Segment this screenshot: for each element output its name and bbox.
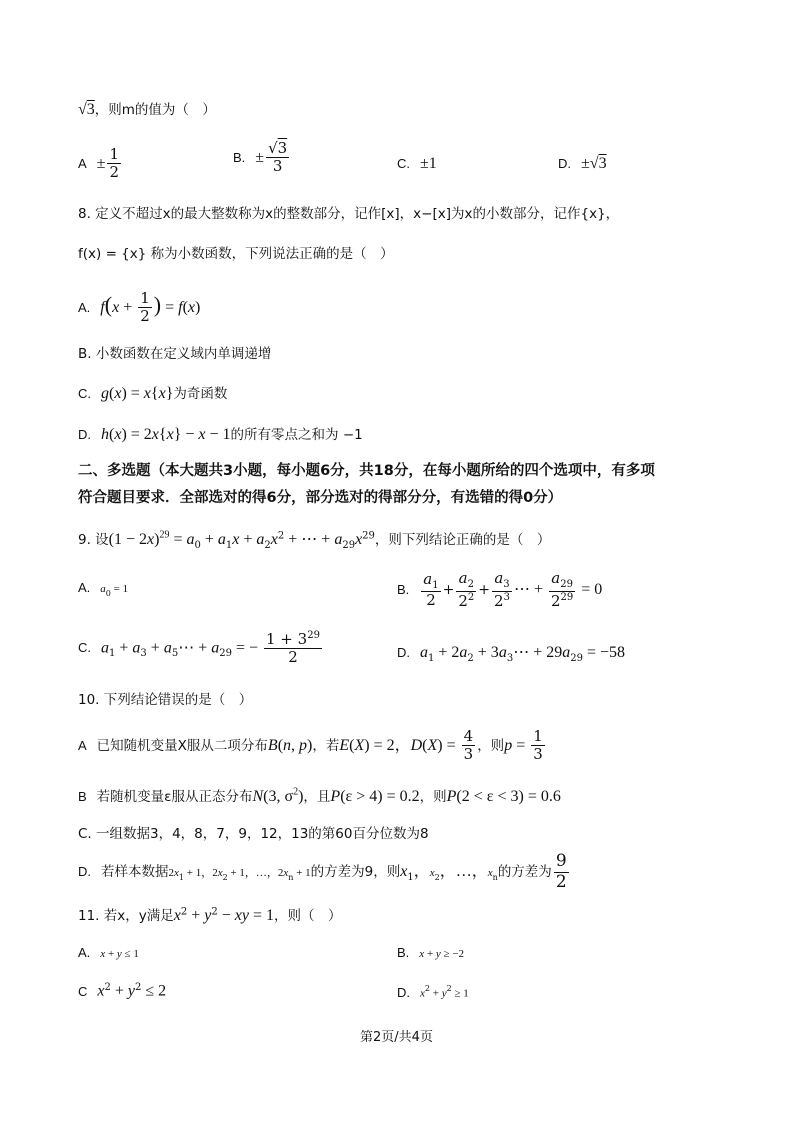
q8-stem-line2: f(x) = {x} 称为小数函数，下列说法正确的是（ ）: [78, 246, 394, 262]
q10-option-a[interactable]: A 已知随机变量X服从二项分布B(n, p)，若E(X) = 2，D(X) = $\frac{4}{3}$ ，则p = $\frac{1}{3}$: [78, 727, 543, 764]
q7-option-d[interactable]: D. ±√3: [558, 155, 607, 172]
q9-option-d[interactable]: D. $a_1 + 2a_2$ + $3a_3\cdots + 29a_{29} = -58$: [397, 644, 625, 664]
q9-option-c[interactable]: C. $a_1 + a_3$ + $a_5\cdots + a_{29}$ = − $\frac{1 + 3^{29}}{2}$: [78, 630, 320, 667]
q9-option-a[interactable]: A. $a_0 = 1$: [78, 580, 129, 598]
q11-stem: 11. 若x，y满足$x^2 + y^2$ − xy = 1，则（ ）: [78, 906, 342, 924]
q7-option-b[interactable]: B. ± $\frac{√3}{3}$: [233, 139, 288, 176]
q11-option-b[interactable]: B. x + y ≥ −2: [397, 945, 465, 960]
q10-option-d[interactable]: D. 若样本数据$2x_1 + 1$，$2x_2 + 1$，…，$2x_n + 1$的方差为9，则$x_1$，$x_2$，…，$x_n$的方差为 $\frac{9}{2}$: [78, 851, 567, 892]
q10-option-b[interactable]: B 若随机变量ε服从正态分布N(3, $\sigma^2$)，且P(ε > 4) = 0.2，则P(2 < ε < 3) = 0.6: [78, 786, 561, 805]
section2-line2: 符合题目要求．全部选对的得6分，部分选对的得部分分，有选错的得0分）: [78, 490, 563, 506]
q8-option-b[interactable]: B. 小数函数在定义域内单调递增: [78, 346, 272, 362]
q7-tail-text: ，则m的值为（ ）: [94, 102, 216, 118]
q11-option-d[interactable]: D. $x^2 + y^2 \ge 1$: [397, 984, 469, 1000]
q9-option-b[interactable]: B. $\frac{a_1}{2}$ + $\frac{a_2}{2^2}$ + $\frac{a_3}{2^3}$ ⋯ + $\frac{a_{29}}{2^{29}}$ = 0: [397, 569, 603, 610]
q11-option-a[interactable]: A. x + y ≤ 1: [78, 945, 139, 960]
q7-tail-line: [78, 100, 216, 119]
section2-line1: 二、多选题（本大题共3小题，每小题6分，共18分，在每小题所给的四个选项中，有多项: [78, 463, 655, 479]
q7-option-c[interactable]: C. ±1: [397, 155, 437, 172]
q7-option-a[interactable]: A ± $\frac{1}{2}$: [78, 145, 119, 182]
q9-stem: 9. 设$(1 - 2x)^{29} = a_0 + a_1x + a_2x^2$ + ⋯ + $a_{29}x^{29}$，则下列结论正确的是（ ）: [78, 529, 551, 551]
q10-option-c[interactable]: C. 一组数据3，4，8，7，9，12，13的第60百分位数为8: [78, 826, 429, 842]
q8-option-d[interactable]: D. h(x) = 2x{x} − x − 1的所有零点之和为 −1: [78, 426, 363, 443]
q11-option-c[interactable]: C $x^2 + y^2 \le 2$: [78, 982, 167, 1000]
q8-option-a[interactable]: A. f(x + $\frac{1}{2}$ ) = f(x): [78, 289, 201, 326]
q10-stem: 10. 下列结论错误的是（ ）: [78, 692, 253, 708]
q8-option-c[interactable]: C. g(x) = x{x}为奇函数: [78, 385, 228, 402]
q8-stem-line1: 8. 定义不超过x的最大整数称为x的整数部分，记作[x]，x−[x]为x的小数部分，记作{x}，: [78, 206, 620, 222]
page-footer: 第2页/共4页: [360, 1030, 433, 1045]
sqrt-3: √3: [78, 101, 95, 118]
